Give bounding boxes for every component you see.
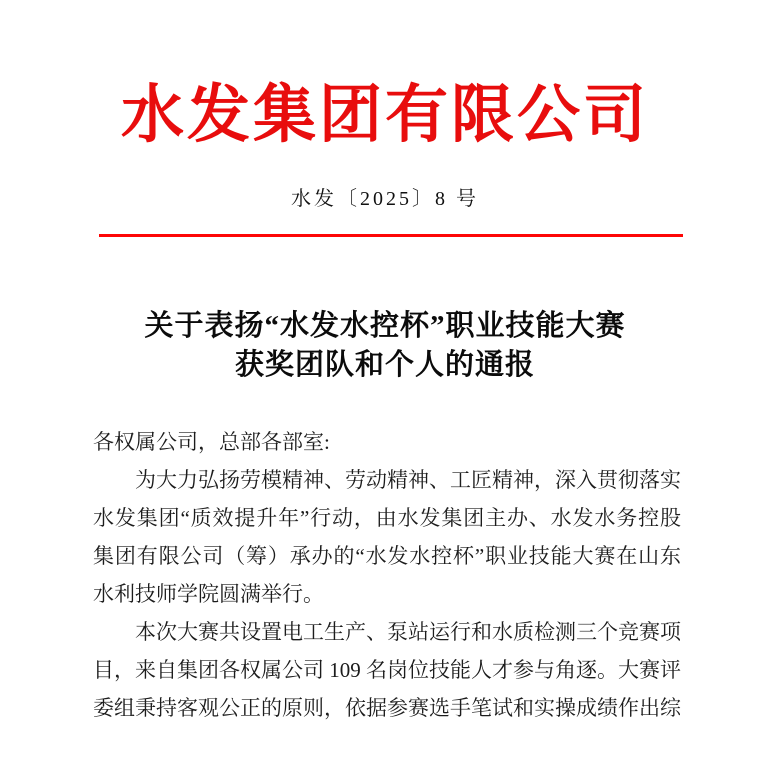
title-line-1: 关于表扬“水发水控杯”职业技能大赛 [144,310,626,342]
body-line: 水利技师学院圆满举行。 [93,582,324,606]
body-line: 目，来自集团各权属公司 109 名岗位技能人才参与角逐。大赛评 [93,658,681,682]
document-body [93,423,681,727]
letterhead [0,0,770,237]
document-number: 水发〔2025〕8 号 [291,188,479,210]
company-name: 水发集团有限公司 [121,80,649,150]
body-line: 为大力弘扬劳模精神、劳动精神、工匠精神，深入贯彻落实 [135,468,681,492]
body-line: 水发集团“质效提升年”行动，由水发集团主办、水发水务控股 [93,506,681,530]
body-line: 本次大赛共设置电工生产、泵站运行和水质检测三个竞赛项 [135,620,681,644]
body-line: 委组秉持客观公正的原则，依据参赛选手笔试和实操成绩作出综 [93,696,681,720]
red-divider [99,234,683,237]
salutation-line: 各权属公司，总部各部室: [93,430,330,454]
body-line: 集团有限公司（筹）承办的“水发水控杯”职业技能大赛在山东 [93,544,681,568]
document-title [0,307,770,385]
title-line-2: 获奖团队和个人的通报 [234,349,535,381]
